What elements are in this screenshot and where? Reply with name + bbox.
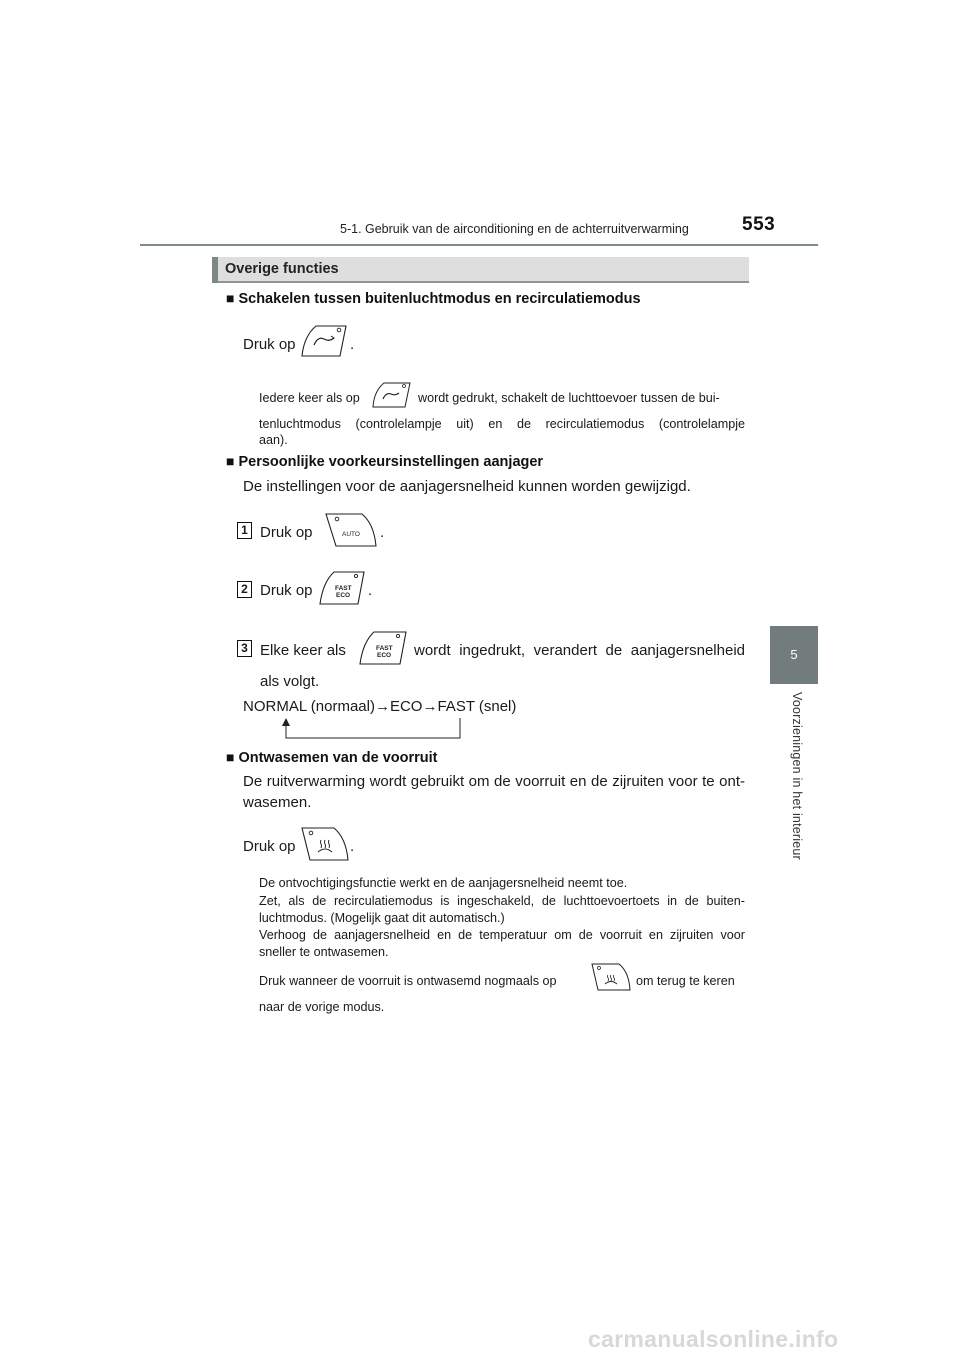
defrost-note-2: Zet, als de recirculatiemodus is ingeschakeld, de luchttoevoertoets in de buiten- — [259, 894, 745, 908]
chapter-side-label — [780, 692, 810, 862]
recirc-press-period: . — [350, 336, 355, 353]
section-title-bar — [212, 257, 749, 283]
step1-period: . — [380, 524, 385, 541]
fast-eco-button-icon — [318, 570, 366, 606]
heading-defrost-text: Ontwasemen van de voorruit — [238, 750, 438, 766]
defrost-final-text: Druk wanneer de voorruit is ontwasemd nogmaals op — [259, 974, 557, 988]
eco-label-2: ECO — [377, 652, 392, 659]
recirc-note-line3: aan). — [259, 433, 288, 447]
running-header: 5-1. Gebruik van de airconditioning en de achterruitverwarming — [340, 222, 689, 236]
heading-fan-text: Persoonlijke voorkeursinstellingen aanjager — [238, 454, 544, 470]
auto-button-icon — [324, 512, 378, 548]
bullet-square: ■ — [226, 453, 235, 469]
fan-intro: De instellingen voor de aanjagersnelheid kunnen worden gewijzigd. — [243, 478, 691, 495]
heading-recirculation — [226, 290, 641, 307]
recirc-note-line2: tenluchtmodus (controlelampje uit) en de recirculatiemodus (controlelampje — [259, 417, 745, 431]
fast-eco-button-icon-2 — [358, 630, 408, 666]
step3-text-cont: wordt ingedrukt, verandert de aanjagersnelheid — [414, 642, 745, 659]
defrost-note-5: sneller te ontwasemen. — [259, 945, 389, 959]
defrost-intro-line2: wasemen. — [243, 794, 312, 811]
step-number-2: 2 — [237, 581, 252, 598]
defrost-final-text-cont: om terug te keren — [636, 974, 735, 988]
step1-text: Druk op — [260, 524, 313, 541]
page-number: 553 — [742, 214, 776, 235]
defrost-note-3: luchtmodus. (Mogelijk gaat dit automatisch.) — [259, 911, 505, 925]
recirc-note-line1b: wordt gedrukt, schakelt de luchttoevoer tussen de bui- — [418, 391, 720, 405]
defrost-intro-line1: De ruitverwarming wordt gebruikt om de voorruit en de zijruiten voor te ont- — [243, 773, 745, 790]
section-title: Overige functies — [225, 261, 339, 277]
bullet-square: ■ — [226, 749, 235, 765]
heading-defrost — [226, 749, 438, 766]
recirculation-button-icon — [300, 324, 350, 358]
step-number-1: 1 — [237, 522, 252, 539]
step-number-3: 3 — [237, 640, 252, 657]
eco-label: ECO — [336, 592, 351, 599]
fast-label: FAST — [335, 585, 352, 592]
step3-text-line2: als volgt. — [260, 673, 320, 690]
bullet-square: ■ — [226, 290, 235, 306]
heading-fan — [226, 453, 543, 470]
defrost-final-line2: naar de vorige modus. — [259, 1000, 385, 1014]
step3-text: Elke keer als — [260, 642, 346, 659]
heading-recirculation-text: Schakelen tussen buitenluchtmodus en recirculatiemodus — [238, 291, 641, 307]
watermark: carmanualsonline.info — [588, 1326, 839, 1352]
defrost-note-1: De ontvochtigingsfunctie werkt en de aanjagersnelheid neemt toe. — [259, 876, 628, 890]
recirculation-button-icon-small — [371, 381, 413, 409]
front-defroster-button-icon — [300, 826, 350, 862]
front-defroster-button-icon-small — [590, 962, 632, 992]
defrost-press-text: Druk op — [243, 838, 296, 855]
sequence-loop-arrow — [278, 716, 464, 742]
defrost-note-4: Verhoog de aanjagersnelheid en de temperatuur om de voorruit en zijruiten voor — [259, 928, 745, 942]
chapter-tab: 5 — [770, 626, 818, 684]
defrost-press-period: . — [350, 838, 355, 855]
fan-speed-sequence: NORMAL (normaal)→ECO→FAST (snel) — [243, 698, 517, 715]
step2-text: Druk op — [260, 582, 313, 599]
fast-label-2: FAST — [376, 645, 393, 652]
step2-period: . — [368, 582, 373, 599]
section-accent — [212, 257, 218, 283]
recirc-press-text: Druk op — [243, 336, 296, 353]
chapter-side-text: Voorzieningen in het interieur — [790, 692, 804, 860]
recirc-note-line1a: Iedere keer als op — [259, 391, 360, 405]
header-rule — [140, 244, 818, 246]
auto-label: AUTO — [342, 531, 360, 538]
